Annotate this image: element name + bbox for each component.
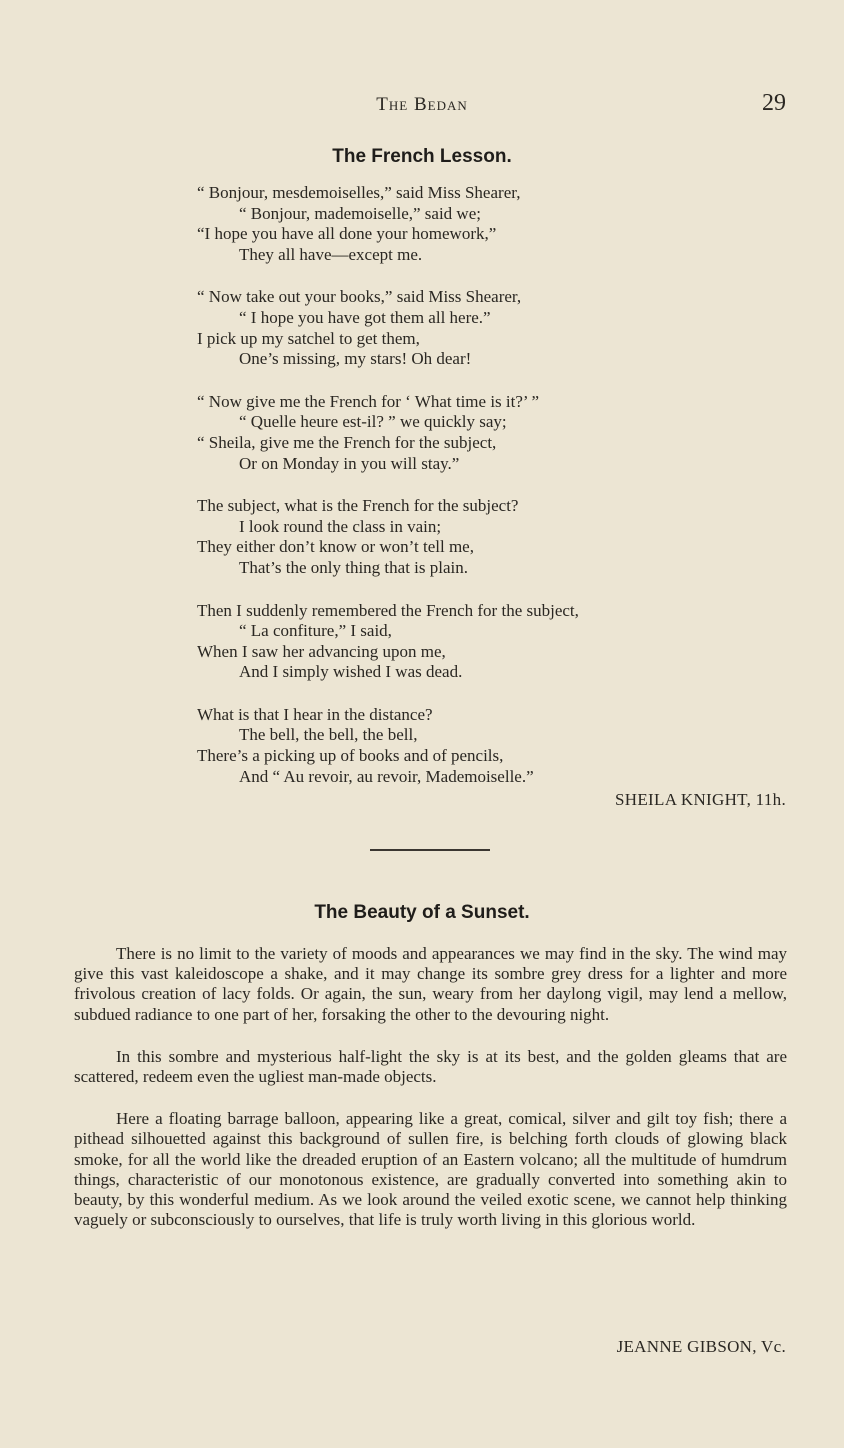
poem-body xyxy=(197,183,817,809)
poem-stanza xyxy=(197,705,817,787)
poem-line: “ Sheila, give me the French for the subject, xyxy=(197,432,497,452)
poem-line: When I saw her advancing upon me, xyxy=(197,641,446,661)
poem-line: “ Now give me the French for ‘ What time is it?’ ” xyxy=(197,391,540,411)
journal-title: The Bedan xyxy=(376,94,468,115)
essay-paragraph: Here a floating barrage balloon, appearing like a great, comical, silver and gilt toy fish; there a pithead silhouetted against this background of sullen fire, is belching forth clouds of glowing black smoke, for all the world like the dreaded eruption of an Eastern volcano; all the multitude of humdrum things, characteristic of our monotonous existence, are gradually converted into something akin to beauty, by this wonderful medium. As we look around the veiled exotic scene, we cannot help thinking vaguely or subconsciously to ourselves, that life is truly worth living in this glorious world. xyxy=(74,1109,787,1230)
poem-stanza xyxy=(197,496,817,578)
poem-line: They all have—except me. xyxy=(239,244,423,264)
poem-line: “ Bonjour, mesdemoiselles,” said Miss Shearer, xyxy=(197,183,521,202)
poem-line: “ Quelle heure est-il? ” we quickly say; xyxy=(239,412,507,432)
poem-line: I pick up my satchel to get them, xyxy=(197,328,420,348)
poem-line: They either don’t know or won’t tell me, xyxy=(197,537,474,557)
poem-line: “ I hope you have got them all here.” xyxy=(239,307,491,327)
poem-line: “ Now take out your books,” said Miss Shearer, xyxy=(197,287,522,307)
poem-stanza xyxy=(197,392,817,474)
page-number: 29 xyxy=(762,90,786,116)
poem-line: One’s missing, my stars! Oh dear! xyxy=(239,349,472,369)
poem-line: “I hope you have all done your homework,” xyxy=(197,224,497,244)
poem-line: There’s a picking up of books and of pencils, xyxy=(197,746,504,766)
essay-paragraph: There is no limit to the variety of moods and appearances we may find in the sky. The wind may give this vast kaleidoscope a shake, and it may change its sombre grey dress for a lighter and more frivolous creation of lacy folds. Or again, the sun, weary from her daylong vigil, may lend a mellow, subdued radiance to one part of her, forsaking the other to the devouring night. xyxy=(74,944,787,1024)
poem-line: The bell, the bell, the bell, xyxy=(239,725,418,745)
section-divider xyxy=(370,849,490,851)
poem-stanza xyxy=(197,183,817,265)
poem-stanza xyxy=(197,601,817,683)
poem-line: That’s the only thing that is plain. xyxy=(239,557,469,577)
poem-line: Or on Monday in you will stay.” xyxy=(239,453,460,473)
essay-body xyxy=(74,944,787,1252)
poem-title: The French Lesson. xyxy=(332,146,512,167)
poem-line: “ Bonjour, mademoiselle,” said we; xyxy=(239,203,481,223)
poem-stanza xyxy=(197,287,817,369)
poem-line: What is that I hear in the distance? xyxy=(197,704,433,724)
poem-line: And I simply wished I was dead. xyxy=(239,662,463,682)
running-head xyxy=(0,90,844,124)
poem-line: And “ Au revoir, au revoir, Mademoiselle.” xyxy=(239,766,534,786)
poem-line: “ La confiture,” I said, xyxy=(239,621,392,641)
poem-line: The subject, what is the French for the subject? xyxy=(197,496,519,516)
poem-line: I look round the class in vain; xyxy=(239,516,442,536)
essay-author: JEANNE GIBSON, Vc. xyxy=(616,1337,786,1356)
essay-title: The Beauty of a Sunset. xyxy=(314,902,530,923)
essay-paragraph: In this sombre and mysterious half-light the sky is at its best, and the golden gleams that are scattered, redeem even the ugliest man-made objects. xyxy=(74,1046,787,1087)
poem-line: Then I suddenly remembered the French for the subject, xyxy=(197,600,579,620)
poem-author: SHEILA KNIGHT, 11h. xyxy=(615,790,786,809)
